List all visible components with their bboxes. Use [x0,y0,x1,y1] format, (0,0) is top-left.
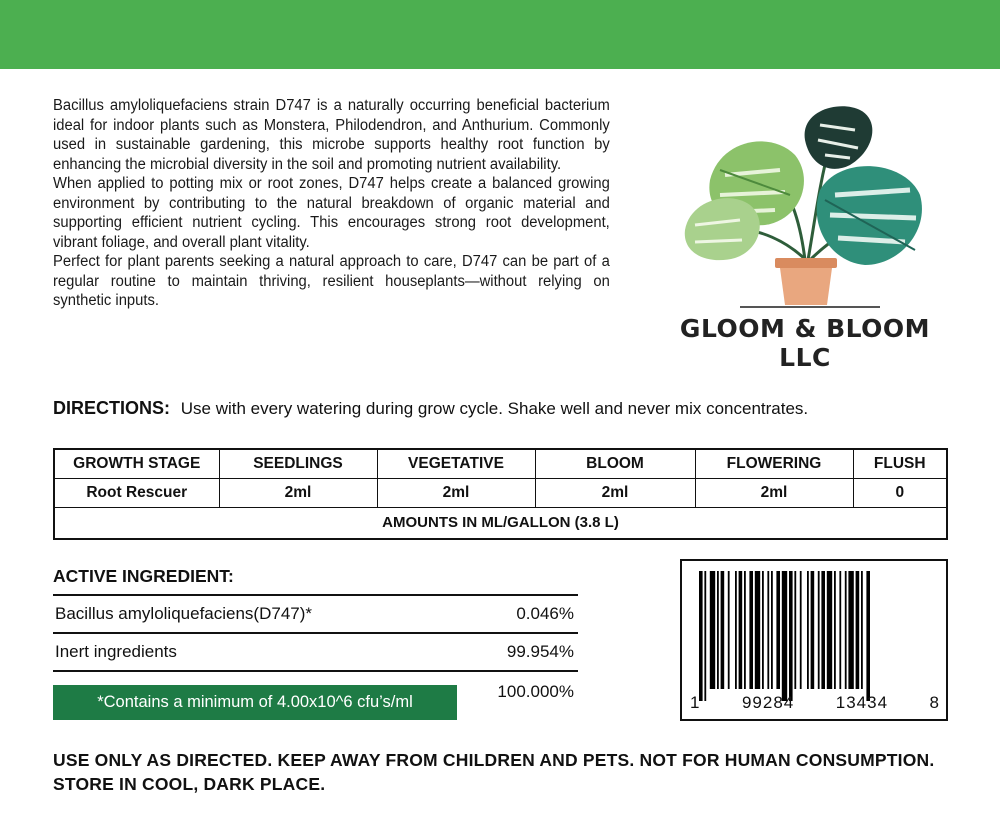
barcode [680,559,948,721]
barcode-bar [782,571,787,701]
barcode-digits [690,693,940,713]
barcode-bar [749,571,753,689]
barcode-bar [767,571,769,689]
barcode-digit-group: 13434 [835,693,889,712]
ingredient-value: 99.954% [506,642,574,661]
barcode-bar [771,571,773,689]
directions-text: Use with every watering during grow cycle. Shake well and never mix concentrates. [180,399,809,418]
table-header-cell: FLOWERING [695,449,853,478]
table-cell: 2ml [377,478,535,507]
barcode-digit-group: 8 [929,693,940,712]
directions-label: DIRECTIONS: [53,398,170,418]
barcode-bar [762,571,764,689]
table-cell: 0 [853,478,947,507]
table-header-cell: BLOOM [535,449,695,478]
description-paragraph-3: Perfect for plant parents seeking a natural approach to care, D747 can be part of a regular routine to maintain thriving, resilient houseplants—without relying on synthetic inputs. [53,253,610,309]
warning-text [53,748,953,796]
ingredient-value: 0.046% [516,604,574,623]
barcode-bar [845,571,847,689]
header-bar [0,0,1000,69]
table-cell: 2ml [535,478,695,507]
barcode-bar [839,571,841,689]
barcode-bar [776,571,780,689]
table-cell: 2ml [695,478,853,507]
barcode-bar [739,571,743,689]
barcode-bar [834,571,836,689]
barcode-digit-group: 99284 [741,693,795,712]
barcode-digit-group: 1 [690,693,701,712]
table-header-row [54,449,947,478]
barcode-bar [794,571,796,689]
barcode-bar [848,571,853,689]
barcode-bar [710,571,715,689]
barcode-bar [755,571,760,689]
barcode-bar [704,571,706,701]
table-header-cell: SEEDLINGS [219,449,377,478]
brand-logo [660,100,950,372]
ingredient-row [53,594,578,632]
table-footer-row [54,507,947,539]
ingredient-name: Bacillus amyloliquefaciens(D747)* [55,604,313,623]
product-description [53,96,610,311]
description-paragraph-1: Bacillus amyloliquefaciens strain D747 is a naturally occurring beneficial bacterium ideal for indoor plants such as Monstera, Philodendron, and Anthurium. Commonly used in sustainable gardening, this microbe supports healthy root function by enhancing the microbial diversity in the soil and promoting nutrient availability. [53,97,610,173]
table-row [54,478,947,507]
barcode-bar [811,571,815,689]
description-paragraph-2: When applied to potting mix or root zones, D747 helps create a balanced growing environment by contributing to the natural breakdown of organic material and supporting efficient nutrient cycling. This encourages strong root development, vibrant foliage, and overall plant vitality. [53,175,610,251]
table-footer: AMOUNTS IN ML/GALLON (3.8 L) [54,507,947,539]
barcode-bar [789,571,793,701]
table-header-cell: VEGETATIVE [377,449,535,478]
barcode-bar [699,571,703,701]
barcode-bar [800,571,802,689]
ingredient-row [53,632,578,670]
cfu-note-badge: *Contains a minimum of 4.00x10^6 cfu’s/ml [53,685,457,720]
barcode-bar [744,571,746,689]
ingredient-divider [53,670,578,672]
barcode-bar [807,571,809,689]
table-cell: Root Rescuer [54,478,219,507]
table-header-cell: FLUSH [853,449,947,478]
barcode-bars [699,571,931,701]
barcode-bar [721,571,725,689]
ingredient-total: 100.000% [497,682,574,701]
directions [53,398,808,419]
barcode-bar [818,571,820,689]
barcode-bar [728,571,730,689]
active-ingredient-title: ACTIVE INGREDIENT: [53,566,234,586]
barcode-bar [866,571,870,701]
ingredient-name: Inert ingredients [55,642,177,661]
barcode-bar [856,571,860,689]
warning-line-2: STORE IN COOL, DARK PLACE. [53,774,326,794]
potted-monstera-icon [680,100,930,310]
table-cell: 2ml [219,478,377,507]
barcode-bar [827,571,832,689]
barcode-bar [861,571,863,689]
brand-name: GLOOM & BLOOM LLC [679,314,931,372]
table-header-cell: GROWTH STAGE [54,449,219,478]
feeding-table [53,448,948,540]
warning-line-1: USE ONLY AS DIRECTED. KEEP AWAY FROM CHILDREN AND PETS. NOT FOR HUMAN CONSUMPTION. [53,750,935,770]
barcode-bar [735,571,737,689]
barcode-bar [821,571,825,689]
barcode-bar [717,571,719,689]
